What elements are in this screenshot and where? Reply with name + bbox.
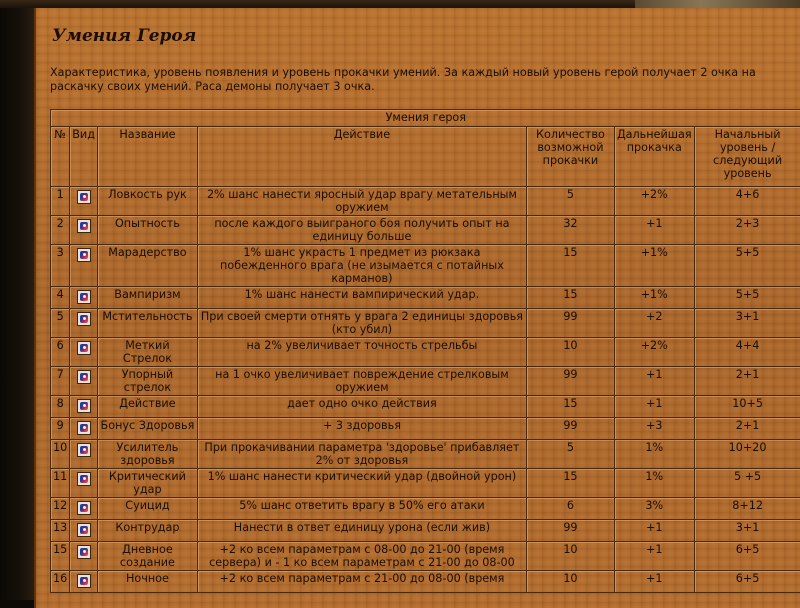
skill-count: 99 (526, 418, 614, 440)
skill-icon[interactable] (77, 290, 91, 304)
skill-further: +1 (614, 396, 694, 418)
table-row (51, 245, 800, 287)
skill-icon[interactable] (77, 341, 91, 355)
skill-initial: 5+5 (694, 287, 800, 309)
skill-name: Вампиризм (97, 287, 197, 309)
skill-number: 10 (51, 440, 70, 469)
skill-number: 12 (51, 498, 70, 520)
skill-icon[interactable] (77, 443, 91, 457)
skill-view-cell (70, 338, 98, 367)
table-row (51, 418, 800, 440)
skill-number: 8 (51, 396, 70, 418)
skill-icon[interactable] (77, 399, 91, 413)
skills-table (50, 109, 800, 593)
skill-count: 10 (526, 571, 614, 593)
skill-further: +1 (614, 571, 694, 593)
skill-initial: 3+1 (694, 520, 800, 542)
table-row (51, 520, 800, 542)
skill-icon[interactable] (77, 219, 91, 233)
skill-number: 11 (51, 469, 70, 498)
page-title: Умения Героя (52, 26, 196, 46)
skill-icon[interactable] (77, 248, 91, 262)
skill-count: 6 (526, 498, 614, 520)
skill-initial: 2+1 (694, 418, 800, 440)
skill-icon[interactable] (77, 472, 91, 486)
skill-number: 7 (51, 367, 70, 396)
skill-count: 32 (526, 216, 614, 245)
skill-view-cell (70, 245, 98, 287)
skill-view-cell (70, 498, 98, 520)
table-row (51, 216, 800, 245)
skill-initial: 2+3 (694, 216, 800, 245)
skill-view-cell (70, 520, 98, 542)
skill-name: Усилитель здоровья (97, 440, 197, 469)
skill-initial: 2+1 (694, 367, 800, 396)
skill-initial: 3+1 (694, 309, 800, 338)
skill-number: 2 (51, 216, 70, 245)
skill-action: Нанести в ответ единицу урона (если жив) (197, 520, 526, 542)
skill-view-cell (70, 469, 98, 498)
skill-action: 1% шанс нанести вампирический удар. (197, 287, 526, 309)
skill-action: При своей смерти отнять у врага 2 единицы здоровья (кто убил) (197, 309, 526, 338)
skill-view-cell (70, 187, 98, 216)
skill-count: 99 (526, 520, 614, 542)
skill-view-cell (70, 367, 98, 396)
skill-action: + 3 здоровья (197, 418, 526, 440)
table-row (51, 187, 800, 216)
table-header-row (51, 127, 800, 187)
skill-count: 15 (526, 245, 614, 287)
header-further: Дальнейшая прокачка (614, 127, 694, 187)
skill-initial: 4+4 (694, 338, 800, 367)
skill-count: 5 (526, 440, 614, 469)
skill-count: 10 (526, 542, 614, 571)
table-caption: Умения героя (51, 110, 800, 127)
skill-count: 15 (526, 396, 614, 418)
skill-further: +2% (614, 338, 694, 367)
skill-name: Марадерство (97, 245, 197, 287)
skill-further: +2 (614, 309, 694, 338)
skill-number: 9 (51, 418, 70, 440)
table-row (51, 440, 800, 469)
skill-name: Ночное (97, 571, 197, 593)
skill-initial: 8+12 (694, 498, 800, 520)
skill-count: 15 (526, 469, 614, 498)
skill-action: на 2% увеличивает точность стрельбы (197, 338, 526, 367)
table-row (51, 542, 800, 571)
skill-further: +1% (614, 287, 694, 309)
skill-action: на 1 очко увеличивает повреждение стрелковым оружием (197, 367, 526, 396)
skill-number: 16 (51, 571, 70, 593)
skill-icon[interactable] (77, 523, 91, 537)
skill-name: Меткий Стрелок (97, 338, 197, 367)
table-row (51, 287, 800, 309)
skill-view-cell (70, 216, 98, 245)
skill-initial: 5+5 (694, 245, 800, 287)
skill-number: 13 (51, 520, 70, 542)
skill-count: 99 (526, 309, 614, 338)
skill-initial: 10+20 (694, 440, 800, 469)
table-row (51, 571, 800, 593)
skill-further: +1 (614, 520, 694, 542)
skill-icon[interactable] (77, 190, 91, 204)
skill-name: Опытность (97, 216, 197, 245)
left-frame (0, 0, 34, 600)
skill-name: Дневное создание (97, 542, 197, 571)
skill-further: 1% (614, 469, 694, 498)
skill-icon[interactable] (77, 312, 91, 326)
skill-action: При прокачивании параметра 'здоровье' прибавляет 2% от здоровья (197, 440, 526, 469)
skill-view-cell (70, 571, 98, 593)
skill-initial: 4+6 (694, 187, 800, 216)
table-row (51, 469, 800, 498)
skill-initial: 6+5 (694, 542, 800, 571)
skill-further: +3 (614, 418, 694, 440)
skill-number: 4 (51, 287, 70, 309)
skill-count: 5 (526, 187, 614, 216)
skill-initial: 5 +5 (694, 469, 800, 498)
skill-action: 1% шанс украсть 1 предмет из рюкзака побежденного врага (не изымается с потайных карманов) (197, 245, 526, 287)
skill-icon[interactable] (77, 501, 91, 515)
skill-name: Мстительность (97, 309, 197, 338)
skill-name: Ловкость рук (97, 187, 197, 216)
skill-action: +2 ко всем параметрам с 08-00 до 21-00 (время сервера) и - 1 ко всем параметрам с 21-00 до 08-00 (197, 542, 526, 571)
header-num: № (51, 127, 70, 187)
skill-view-cell (70, 287, 98, 309)
skill-number: 5 (51, 309, 70, 338)
table-row (51, 498, 800, 520)
skill-action: после каждого выиграного боя получить опыт на единицу больше (197, 216, 526, 245)
skill-initial: 10+5 (694, 396, 800, 418)
skill-number: 6 (51, 338, 70, 367)
skill-name: Бонус Здоровья (97, 418, 197, 440)
header-initial: Начальный уровень / следующий уровень (694, 127, 800, 187)
skill-view-cell (70, 396, 98, 418)
table-row (51, 367, 800, 396)
skill-name: Критический удар (97, 469, 197, 498)
header-count: Количество возможной прокачки (526, 127, 614, 187)
intro-text: Характеристика, уровень появления и уровень прокачки умений. За каждый новый уровень герой получает 2 очка на раскачку своих умений. Раса демоны получает 3 очка. (50, 66, 790, 94)
skill-further: +1% (614, 245, 694, 287)
skill-view-cell (70, 440, 98, 469)
skill-icon[interactable] (77, 574, 91, 588)
skill-icon[interactable] (77, 545, 91, 559)
skill-action: +2 ко всем параметрам с 21-00 до 08-00 (время (197, 571, 526, 593)
skill-initial: 6+5 (694, 571, 800, 593)
skill-number: 1 (51, 187, 70, 216)
skill-icon[interactable] (77, 370, 91, 384)
skill-action: 5% шанс ответить врагу в 50% его атаки (197, 498, 526, 520)
header-action: Действие (197, 127, 526, 187)
skill-further: +1 (614, 542, 694, 571)
table-row (51, 309, 800, 338)
skill-view-cell (70, 542, 98, 571)
content-panel (34, 8, 800, 608)
skill-icon[interactable] (77, 421, 91, 435)
header-name: Название (97, 127, 197, 187)
skill-action: 1% шанс нанести критический удар (двойной урон) (197, 469, 526, 498)
skill-further: +1 (614, 367, 694, 396)
header-view: Вид (70, 127, 98, 187)
skill-view-cell (70, 418, 98, 440)
skill-count: 99 (526, 367, 614, 396)
skill-further: 3% (614, 498, 694, 520)
table-row (51, 396, 800, 418)
skill-count: 15 (526, 287, 614, 309)
skill-number: 3 (51, 245, 70, 287)
skill-number: 15 (51, 542, 70, 571)
skill-further: 1% (614, 440, 694, 469)
skill-name: Контрудар (97, 520, 197, 542)
skill-name: Суицид (97, 498, 197, 520)
skill-name: Упорный стрелок (97, 367, 197, 396)
skill-action: 2% шанс нанести яросный удар врагу метательным оружием (197, 187, 526, 216)
skill-name: Действие (97, 396, 197, 418)
skill-view-cell (70, 309, 98, 338)
skill-further: +2% (614, 187, 694, 216)
table-row (51, 338, 800, 367)
skill-further: +1 (614, 216, 694, 245)
skill-action: дает одно очко действия (197, 396, 526, 418)
skill-count: 10 (526, 338, 614, 367)
